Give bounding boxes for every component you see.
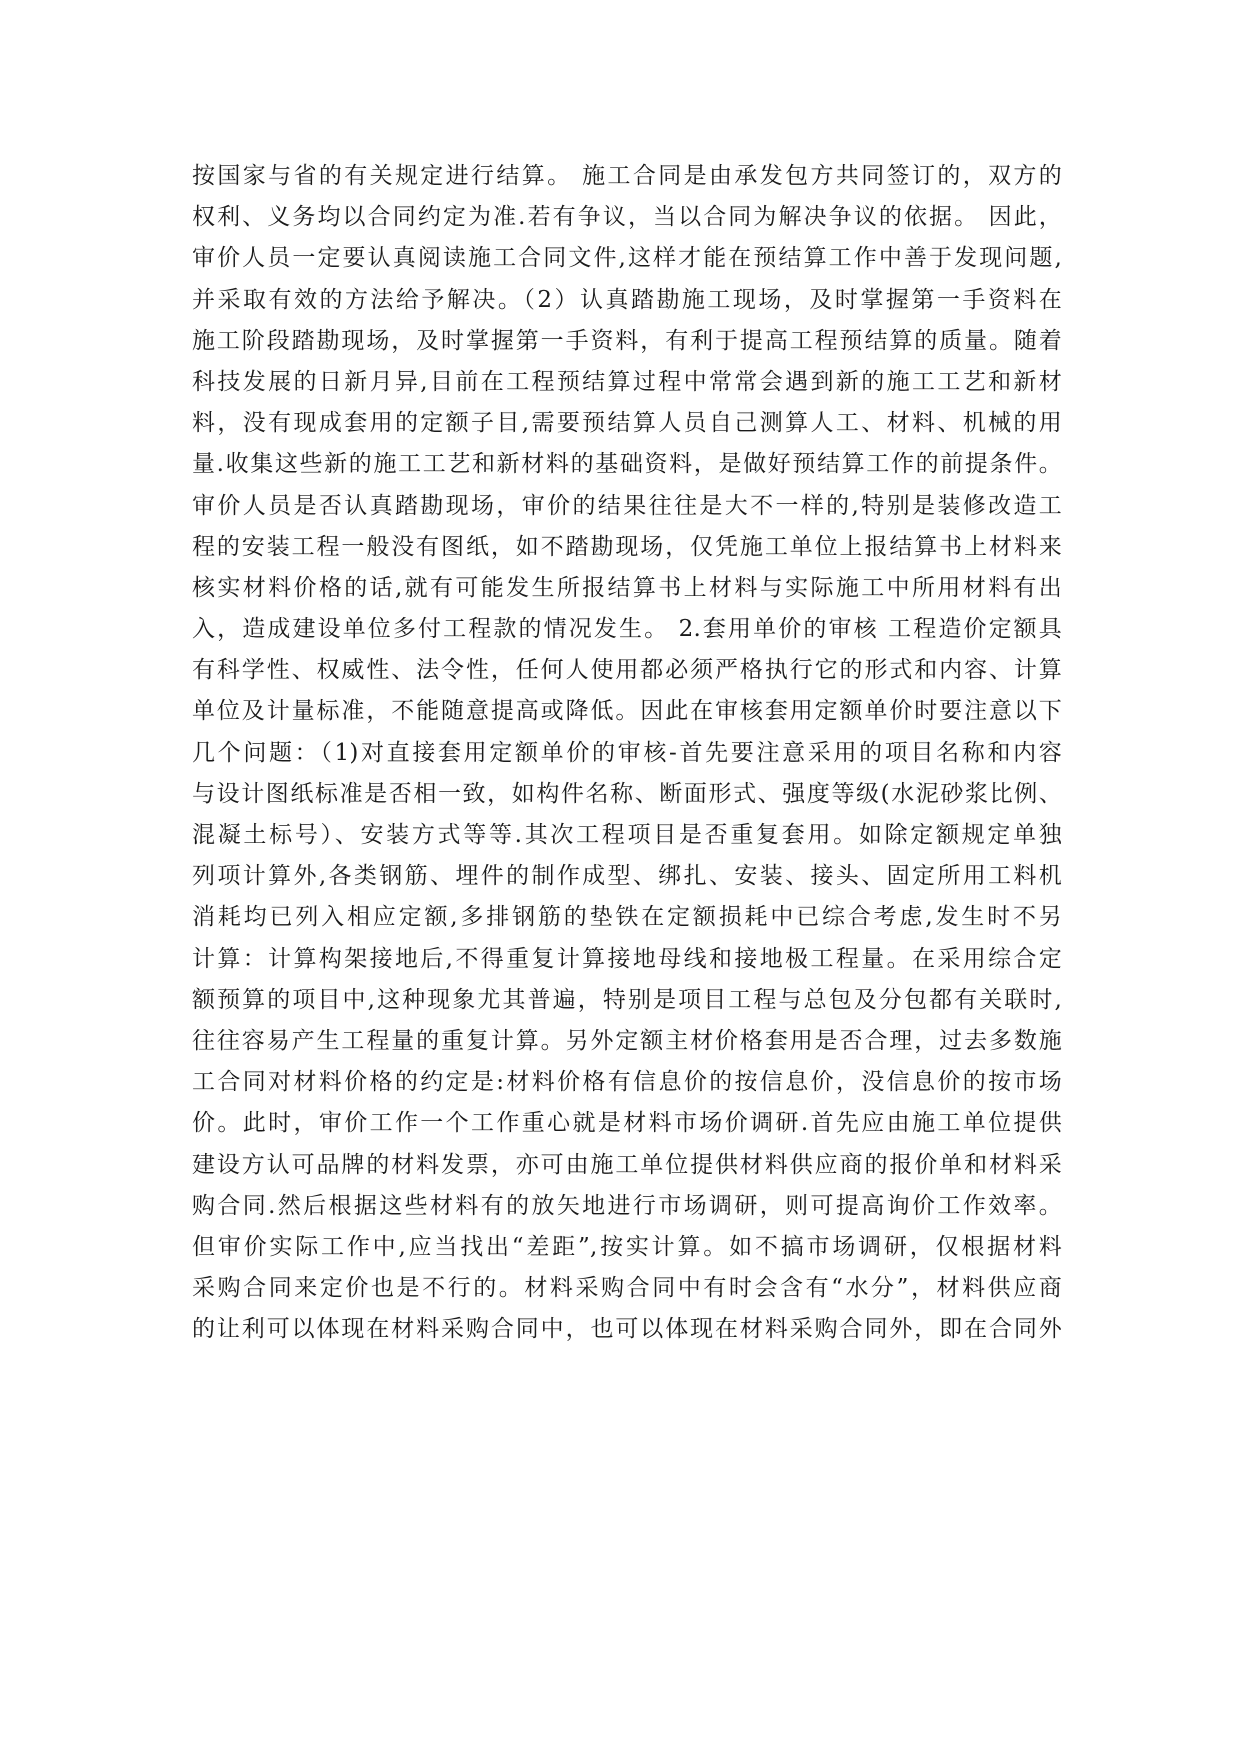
text-line: 建设方认可品牌的材料发票，亦可由施工单位提供材料供应商的报价单和材料采 xyxy=(192,1151,1062,1178)
text-line: 购合同.然后根据这些材料有的放矢地进行市场调研，则可提高询价工作效率。 xyxy=(192,1192,1062,1219)
text-line: 采购合同来定价也是不行的。材料采购合同中有时会含有“水分”，材料供应商 xyxy=(192,1275,1062,1302)
text-line: 有科学性、权威性、法令性，任何人使用都必须严格执行它的形式和内容、计算 xyxy=(192,657,1062,684)
text-line: 按国家与省的有关规定进行结算。 施工合同是由承发包方共同签订的，双方的 xyxy=(192,163,1062,189)
text-line: 往往容易产生工程量的重复计算。另外定额主材价格套用是否合理，过去多数施 xyxy=(192,1027,1062,1054)
text-line: 施工阶段踏勘现场，及时掌握第一手资料，有利于提高工程预结算的质量。随着 xyxy=(192,327,1062,354)
text-line: 单位及计量标准，不能随意提高或降低。因此在审核套用定额单价时要注意以下 xyxy=(192,698,1062,725)
text-line: 几个问题：（1)对直接套用定额单价的审核-首先要注意采用的项目名称和内容 xyxy=(192,739,1062,766)
text-line: 权利、义务均以合同约定为准.若有争议，当以合同为解决争议的依据。 因此， xyxy=(192,204,1062,231)
text-line: 计算：计算构架接地后,不得重复计算接地母线和接地极工程量。在采用综合定 xyxy=(192,945,1062,972)
text-line: 消耗均已列入相应定额,多排钢筋的垫铁在定额损耗中已综合考虑,发生时不另 xyxy=(192,904,1062,931)
text-line: 审价人员是否认真踏勘现场，审价的结果往往是大不一样的,特别是装修改造工 xyxy=(192,492,1062,519)
text-line: 审价人员一定要认真阅读施工合同文件,这样才能在预结算工作中善于发现问题, xyxy=(192,245,1062,272)
text-line: 列项计算外,各类钢筋、埋件的制作成型、绑扎、安装、接头、固定所用工料机 xyxy=(192,863,1062,890)
text-line: 核实材料价格的话,就有可能发生所报结算书上材料与实际施工中所用材料有出 xyxy=(192,574,1062,601)
text-line: 程的安装工程一般没有图纸，如不踏勘现场，仅凭施工单位上报结算书上材料来 xyxy=(192,533,1062,560)
text-line: 价。此时，审价工作一个工作重心就是材料市场价调研.首先应由施工单位提供 xyxy=(192,1110,1062,1137)
text-line: 与设计图纸标准是否相一致，如构件名称、断面形式、强度等级(水泥砂浆比例、 xyxy=(192,780,1062,807)
text-line: 混凝土标号）、安装方式等等.其次工程项目是否重复套用。如除定额规定单独 xyxy=(192,822,1062,848)
text-line: 的让利可以体现在材料采购合同中，也可以体现在材料采购合同外，即在合同外 xyxy=(192,1316,1062,1343)
text-line: 工合同对材料价格的约定是:材料价格有信息价的按信息价，没信息价的按市场 xyxy=(192,1069,1062,1096)
text-line: 科技发展的日新月异,目前在工程预结算过程中常常会遇到新的施工工艺和新材 xyxy=(192,368,1062,395)
text-line: 入，造成建设单位多付工程款的情况发生。 2.套用单价的审核 工程造价定额具 xyxy=(192,616,1062,643)
text-line: 量.收集这些新的施工工艺和新材料的基础资料，是做好预结算工作的前提条件。 xyxy=(192,451,1062,478)
text-line: 料，没有现成套用的定额子目,需要预结算人员自己测算人工、材料、机械的用 xyxy=(192,410,1062,437)
text-line: 额预算的项目中,这种现象尤其普遍，特别是项目工程与总包及分包都有关联时, xyxy=(192,986,1062,1013)
body-text xyxy=(192,156,1062,1350)
text-line: 并采取有效的方法给予解决。（2）认真踏勘施工现场，及时掌握第一手资料在 xyxy=(192,286,1062,313)
text-line: 但审价实际工作中,应当找出“差距”,按实计算。如不搞市场调研，仅根据材料 xyxy=(192,1233,1062,1260)
